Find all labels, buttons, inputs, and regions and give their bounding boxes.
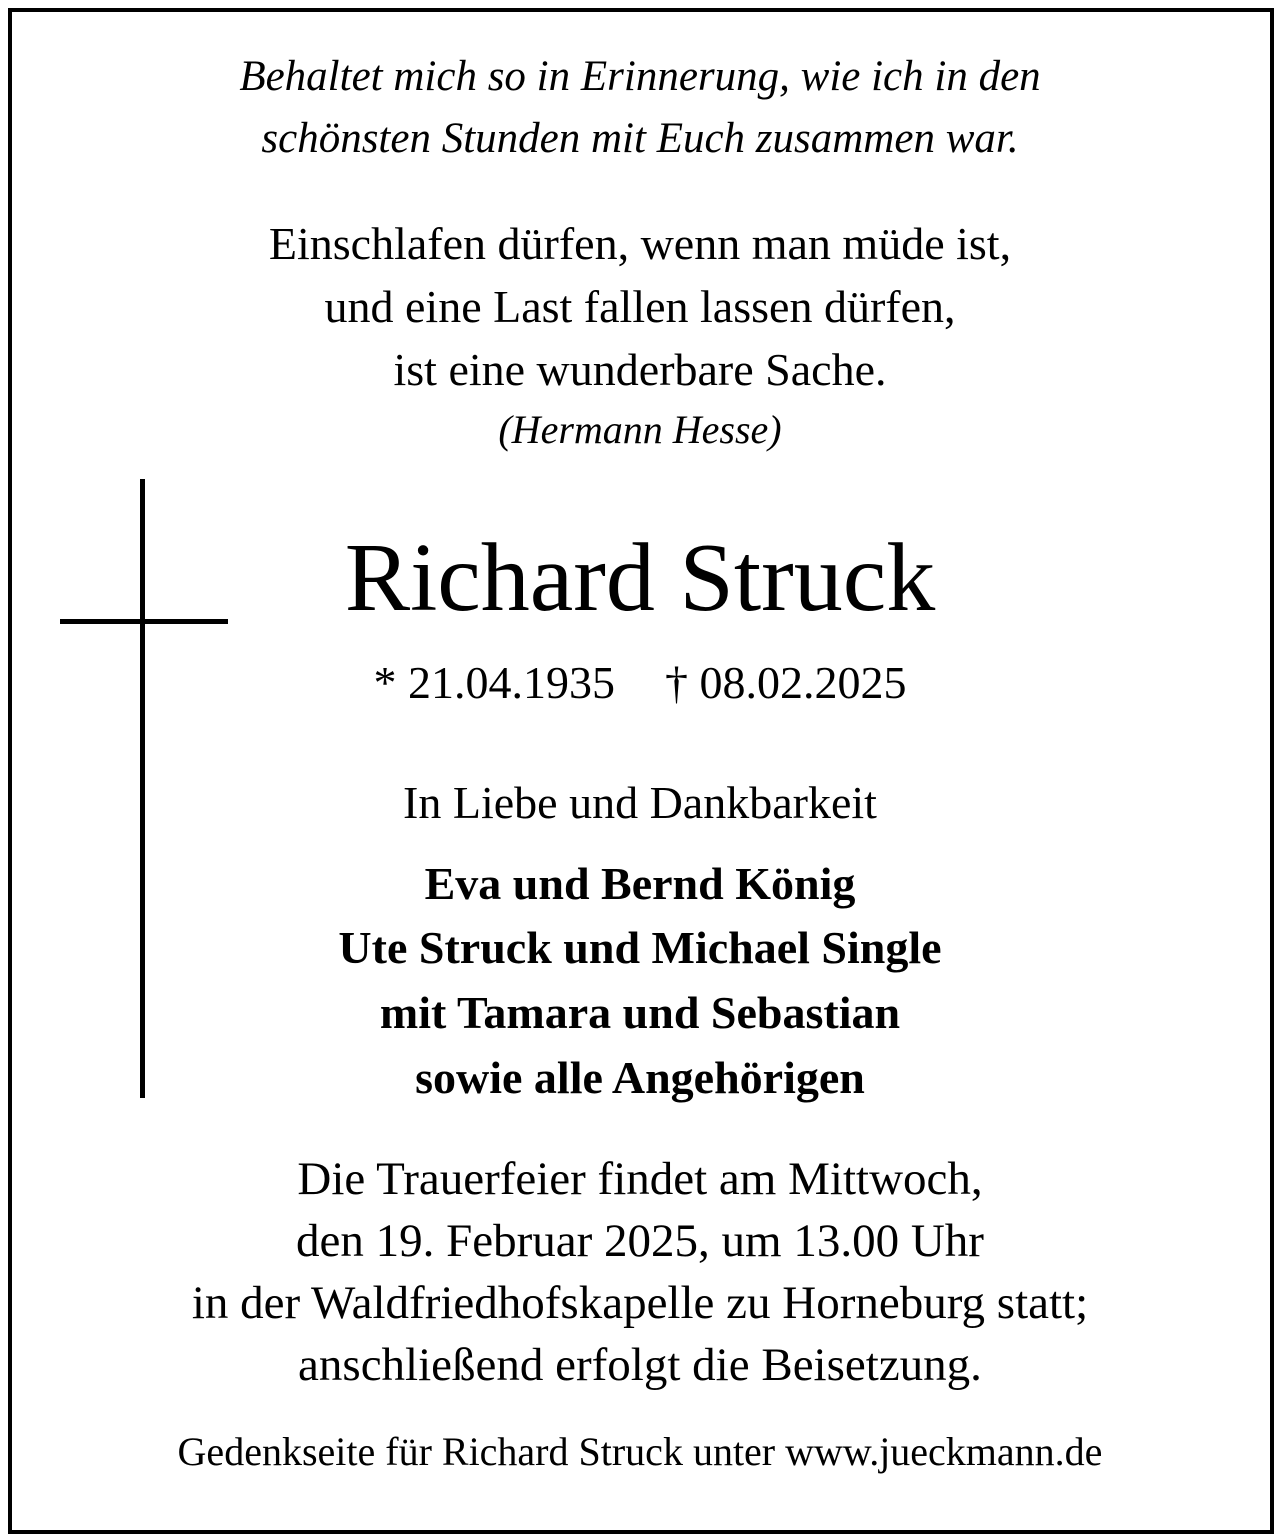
mourner-line-4: sowie alle Angehörigen bbox=[415, 1052, 865, 1103]
death-date: † 08.02.2025 bbox=[665, 657, 907, 708]
life-dates bbox=[0, 656, 1280, 709]
service-line-1: Die Trauerfeier findet am Mittwoch, bbox=[297, 1153, 983, 1205]
quote-top-line-2: schönsten Stunden mit Euch zusammen war. bbox=[261, 115, 1019, 162]
service-line-3: in der Waldfriedhofskapelle zu Horneburg statt; bbox=[191, 1277, 1089, 1329]
birth-date: * 21.04.1935 bbox=[373, 657, 615, 708]
dedication: In Liebe und Dankbarkeit bbox=[403, 777, 877, 828]
quote-hesse-line-2: und eine Last fallen lassen dürfen, bbox=[324, 281, 956, 332]
quote-hesse-line-3: ist eine wunderbare Sache. bbox=[393, 344, 887, 395]
deceased-name: Richard Struck bbox=[344, 524, 936, 632]
quote-hesse-line-1: Einschlafen dürfen, wenn man müde ist, bbox=[268, 218, 1012, 269]
quote-top-line-1: Behaltet mich so in Erinnerung, wie ich in den bbox=[239, 53, 1041, 100]
quote-author: (Hermann Hesse) bbox=[498, 407, 782, 452]
memorial-page-link: Gedenkseite für Richard Struck unter www.jueckmann.de bbox=[177, 1429, 1103, 1474]
mourner-line-2: Ute Struck und Michael Single bbox=[338, 922, 942, 973]
mourner-line-3: mit Tamara und Sebastian bbox=[379, 987, 901, 1038]
service-line-4: anschließend erfolgt die Beisetzung. bbox=[298, 1339, 982, 1391]
mourner-line-1: Eva und Bernd König bbox=[424, 858, 856, 909]
service-line-2: den 19. Februar 2025, um 13.00 Uhr bbox=[296, 1215, 984, 1267]
